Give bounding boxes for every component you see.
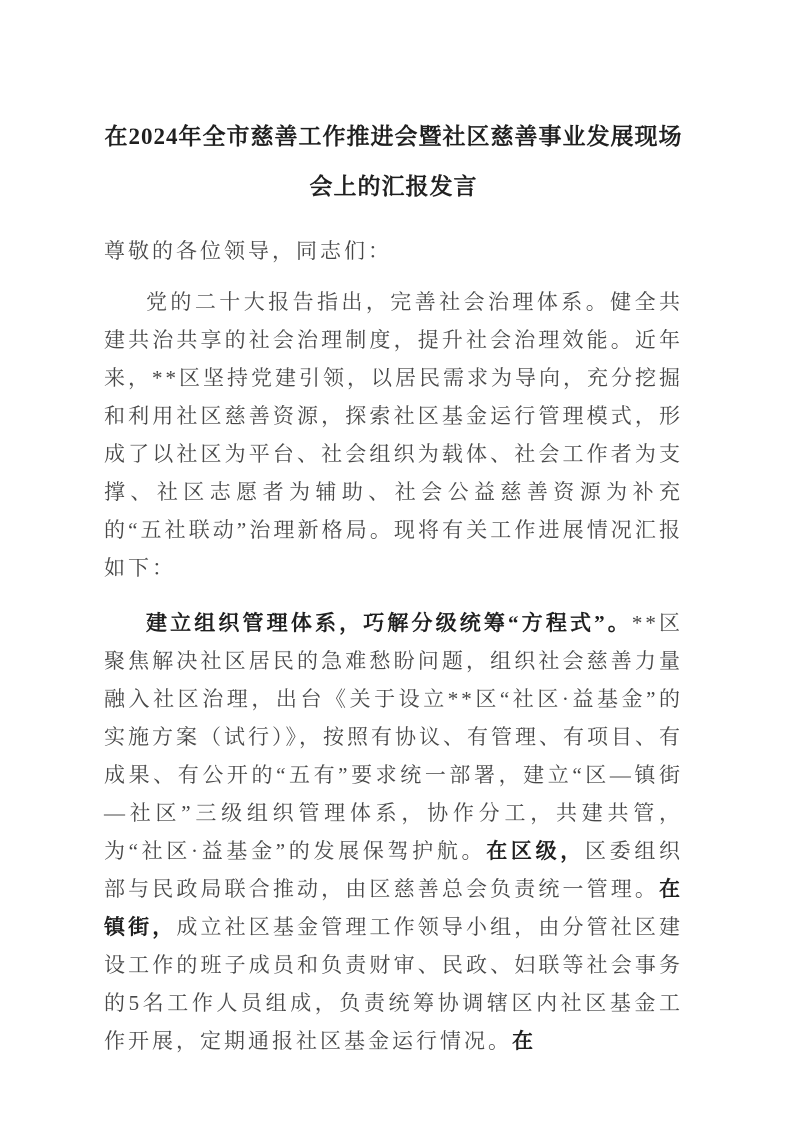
text-run: 党的二十大报告指出，完善社会治理体系。健全共建共治共享的社会治理制度，提升社会治理效能。近年来，**区坚持党建引领，以居民需求为导向，充分挖掘和利用社区慈善资源，探索社区基金运行管理模式，形成了以社区为平台、社会组织为载体、社会工作者为支撑、社区志愿者为辅助、社会公益慈善资源为补充的“五社联动”治理新格局。现将有关工作进展情况汇报如下： (104, 290, 683, 580)
text-run: 区委组织部与民政局联合推动，由区慈善总会负责统一管理。 (104, 839, 684, 901)
document-title: 在2024年全市慈善工作推进会暨社区慈善事业发展现场会上的汇报发言 (104, 124, 683, 199)
salutation: 尊敬的各位领导，同志们： (104, 239, 392, 263)
document-body (104, 283, 683, 1060)
text-run-bold: 在 (512, 1029, 536, 1053)
paragraph (104, 604, 683, 1060)
text-run-bold: 建立组织管理体系，巧解分级统筹“方程式”。 (146, 611, 632, 635)
paragraph (104, 283, 683, 587)
text-run: 成立社区基金管理工作领导小组，由分管社区建设工作的班子成员和负责财审、民政、妇联等社会事务的5名工作人员组成，负责统筹协调辖区内社区基金工作开展，定期通报社区基金运行情况。 (104, 915, 684, 1053)
text-run: **区聚焦解决社区居民的急难愁盼问题，组织社会慈善力量融入社区治理，出台《关于设立**区“社区·益基金”的实施方案（试行）》，按照有协议、有管理、有项目、有成果、有公开的“五有”要求统一部署，建立“区—镇街—社区”三级组织管理体系，协作分工，共建共管，为“社区·益基金”的发展保驾护航。 (104, 611, 684, 863)
text-run-bold: 在镇街， (104, 877, 683, 939)
text-run-bold: 在区级， (486, 839, 585, 863)
